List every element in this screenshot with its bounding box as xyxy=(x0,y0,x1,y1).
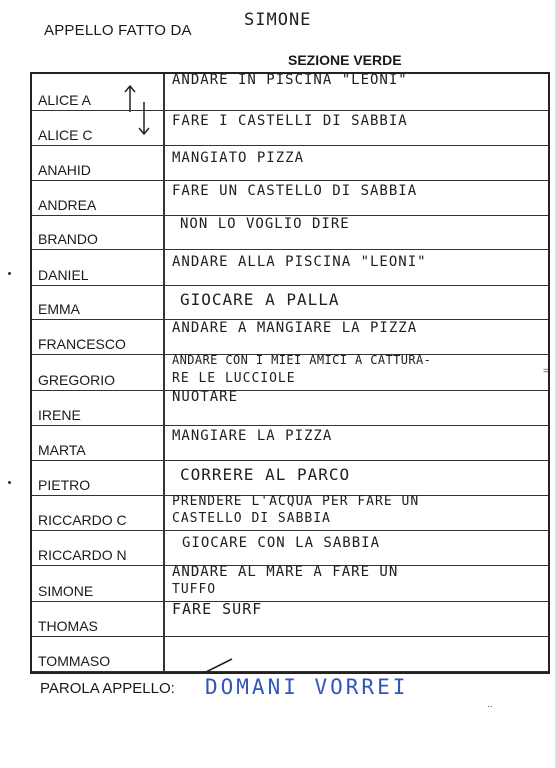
table-row xyxy=(32,602,548,637)
table-row xyxy=(32,461,548,496)
footer-label: PAROLA APPELLO: xyxy=(40,680,175,697)
student-name: ALICE A xyxy=(38,92,91,108)
student-name: EMMA xyxy=(38,301,80,317)
table-row xyxy=(32,391,548,426)
student-answer: NON LO VOGLIO DIRE xyxy=(180,216,350,232)
student-name: ANDREA xyxy=(38,197,97,213)
student-answer-continuation: RE LE LUCCIOLE xyxy=(172,371,296,386)
table-row xyxy=(32,286,548,320)
student-name: ALICE C xyxy=(38,127,93,143)
caller-name: SIMONE xyxy=(244,10,312,30)
table-row xyxy=(32,566,548,602)
call-phrase: DOMANI VORREI xyxy=(205,675,409,699)
header-label: APPELLO FATTO DA xyxy=(44,22,192,39)
student-answer: PRENDERE L'ACQUA PER FARE UN xyxy=(172,494,420,509)
student-name: PIETRO xyxy=(38,477,91,493)
section-title: SEZIONE VERDE xyxy=(288,52,402,68)
student-answer: ANDARE CON I MIEI AMICI A CATTURA- xyxy=(172,353,432,367)
student-answer: ANDARE IN PISCINA "LEONI" xyxy=(172,72,408,88)
table-row xyxy=(32,216,548,250)
table-row xyxy=(32,146,548,181)
student-answer: CORRERE AL PARCO xyxy=(180,465,351,484)
student-name: SIMONE xyxy=(38,583,94,599)
table-row xyxy=(32,74,548,111)
student-answer: ANDARE A MANGIARE LA PIZZA xyxy=(172,320,418,336)
student-name: FRANCESCO xyxy=(38,336,126,352)
student-answer: NUOTARE xyxy=(172,389,239,405)
student-name: MARTA xyxy=(38,442,86,458)
student-answer: ANDARE AL MARE A FARE UN xyxy=(172,564,399,580)
student-name: IRENE xyxy=(38,407,81,423)
margin-dot xyxy=(8,481,11,484)
student-name: GREGORIO xyxy=(38,372,116,388)
table-row xyxy=(32,320,548,355)
student-name: ANAHID xyxy=(38,162,91,178)
footer-dots: .. xyxy=(487,699,493,710)
student-answer: GIOCARE CON LA SABBIA xyxy=(182,535,381,551)
student-answer: MANGIATO PIZZA xyxy=(172,150,305,166)
student-answer: GIOCARE A PALLA xyxy=(180,290,340,309)
table-row xyxy=(32,531,548,566)
table-row xyxy=(32,426,548,461)
student-answer: ANDARE ALLA PISCINA "LEONI" xyxy=(172,254,427,270)
table-row xyxy=(32,496,548,531)
absent-mark-icon xyxy=(202,656,242,676)
table-row xyxy=(32,355,548,391)
student-answer-continuation: TUFFO xyxy=(172,582,217,597)
table-row xyxy=(32,637,548,672)
student-name: RICCARDO C xyxy=(38,512,127,528)
table-row xyxy=(32,250,548,286)
margin-dot xyxy=(8,272,11,275)
student-answer: FARE SURF xyxy=(172,600,263,618)
student-answer-continuation: CASTELLO DI SABBIA xyxy=(172,511,331,526)
table-row xyxy=(32,111,548,146)
student-name: THOMAS xyxy=(38,618,98,634)
student-name: RICCARDO N xyxy=(38,547,127,563)
student-name: TOMMASO xyxy=(38,653,111,669)
attendance-table xyxy=(30,72,550,674)
student-answer: FARE I CASTELLI DI SABBIA xyxy=(172,113,408,129)
student-name: DANIEL xyxy=(38,267,89,283)
student-answer: MANGIARE LA PIZZA xyxy=(172,428,333,444)
side-mark: = xyxy=(543,366,549,377)
student-name: BRANDO xyxy=(38,231,98,247)
student-answer: FARE UN CASTELLO DI SABBIA xyxy=(172,183,418,199)
table-row xyxy=(32,181,548,216)
